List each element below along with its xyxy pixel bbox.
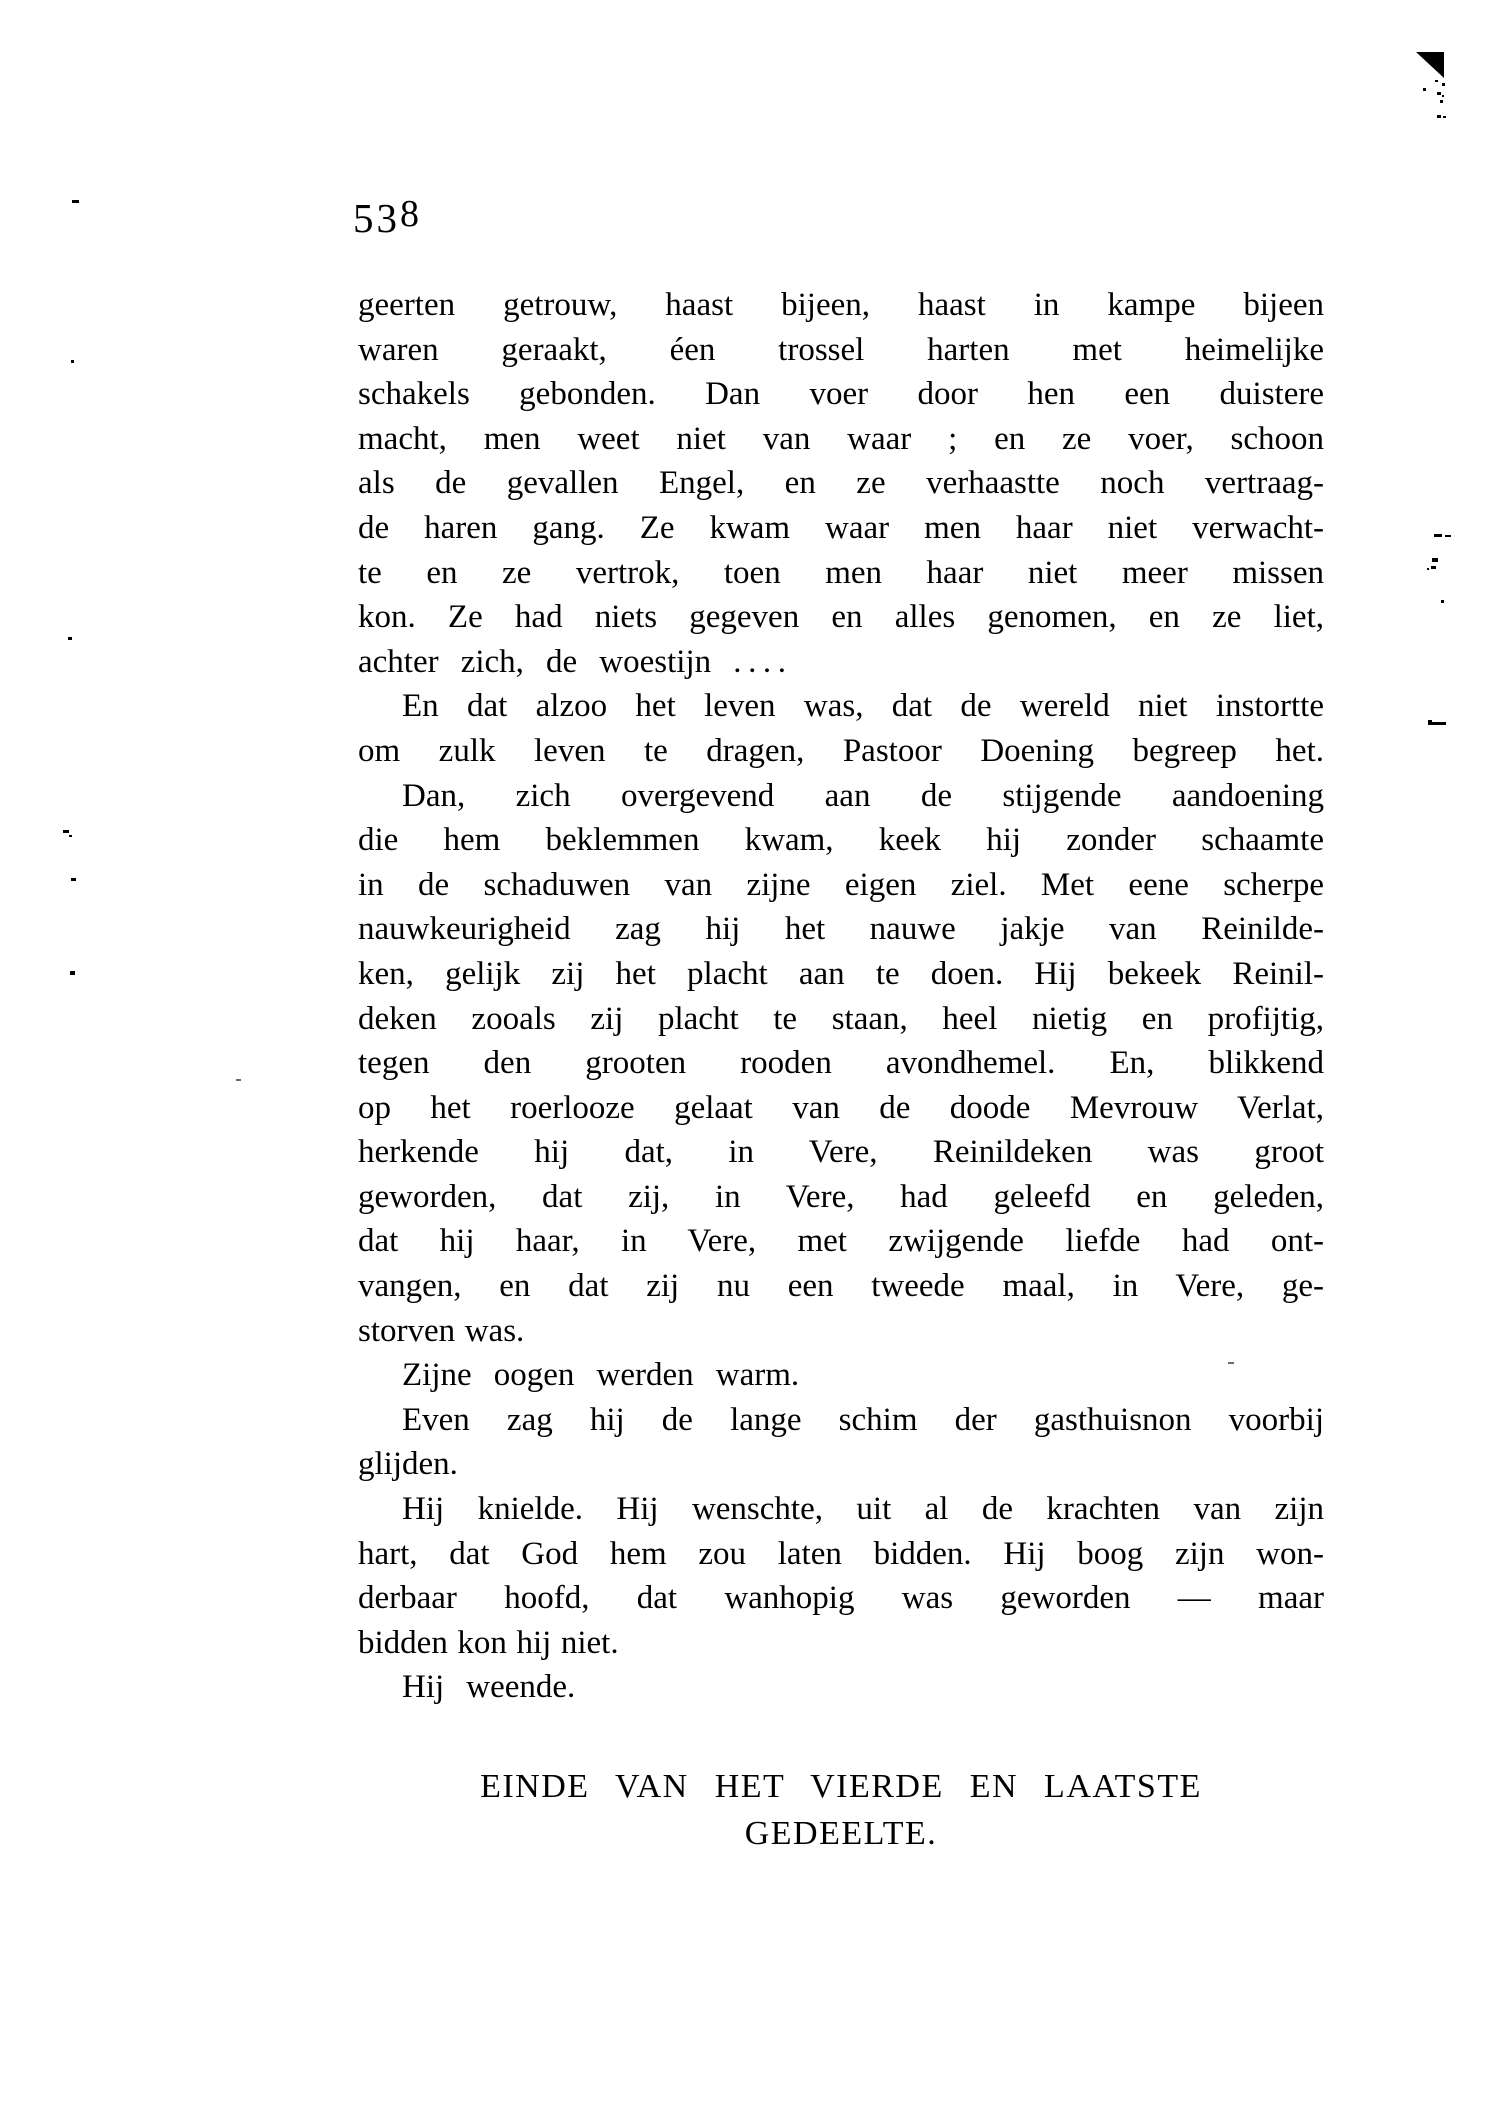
text-line: Zijne oogen werden warm. <box>402 1357 800 1394</box>
margin-speck <box>70 971 75 975</box>
text-line: macht, men weet niet van waar ; en ze voer, schoon <box>358 420 1324 457</box>
ink-speck <box>1437 92 1441 95</box>
margin-speck <box>63 830 69 833</box>
ink-speck <box>1442 83 1445 86</box>
margin-speck <box>71 878 76 881</box>
margin-speck <box>68 637 72 640</box>
margin-speck <box>1228 1362 1234 1364</box>
margin-speck <box>1432 558 1438 562</box>
text-line: vangen, en dat zij nu een tweede maal, in Vere, ge- <box>358 1268 1324 1305</box>
margin-speck <box>1445 535 1451 537</box>
page-number-raised-digit: 8 <box>400 193 422 235</box>
text-line: als de gevallen Engel, en ze verhaastte noch vertraag- <box>358 465 1324 502</box>
ink-speck <box>1443 116 1446 118</box>
text-line: Hij weende. <box>402 1669 576 1706</box>
text-line: om zulk leven te dragen, Pastoor Doening begreep het. <box>358 732 1324 769</box>
text-line: hart, dat God hem zou laten bidden. Hij boog zijn won- <box>358 1535 1324 1572</box>
margin-speck <box>1432 722 1446 725</box>
section-ending-heading <box>358 1763 1324 1857</box>
margin-speck <box>236 1079 241 1081</box>
text-line: herkende hij dat, in Vere, Reinildeken was groot <box>358 1134 1324 1171</box>
text-line: te en ze vertrok, toen men haar niet meer missen <box>358 554 1324 591</box>
text-line: Even zag hij de lange schim der gasthuisnon voorbij <box>402 1401 1324 1438</box>
text-line: derbaar hoofd, dat wanhopig was geworden — maar <box>358 1580 1324 1617</box>
text-line: waren geraakt, éen trossel harten met heimelijke <box>358 331 1324 368</box>
margin-speck <box>1441 600 1444 603</box>
text-line: Hij knielde. Hij wenschte, uit al de krachten van zijn <box>402 1491 1324 1528</box>
ink-blot <box>1416 52 1444 78</box>
body-text-column <box>358 283 1324 1710</box>
margin-speck <box>71 360 74 363</box>
text-line: bidden kon hij niet. <box>358 1624 619 1661</box>
text-line: geworden, dat zij, in Vere, had geleefd en geleden, <box>358 1178 1324 1215</box>
ink-speck <box>1423 88 1426 91</box>
text-line: Dan, zich overgevend aan de stijgende aandoening <box>402 777 1324 814</box>
margin-speck <box>1434 534 1442 537</box>
ink-speck <box>1437 115 1441 118</box>
text-line: in de schaduwen van zijne eigen ziel. Met eene scherpe <box>358 866 1324 903</box>
margin-speck <box>72 200 79 203</box>
text-line: nauwkeurigheid zag hij het nauwe jakje van Reinilde- <box>358 911 1324 948</box>
margin-speck <box>1427 568 1429 570</box>
ending-line-1: EINDE VAN HET VIERDE EN LAATSTE <box>480 1768 1202 1805</box>
ink-speck <box>1435 80 1438 82</box>
text-line: de haren gang. Ze kwam waar men haar niet verwacht- <box>358 509 1324 546</box>
text-line: die hem beklemmen kwam, keek hij zonder schaamte <box>358 822 1324 859</box>
text-line: storven was. <box>358 1312 525 1349</box>
text-line: En dat alzoo het leven was, dat de wereld niet instortte <box>402 688 1324 725</box>
text-line: glijden. <box>358 1446 458 1483</box>
page-number-main: 53 <box>353 195 400 241</box>
text-line: kon. Ze had niets gegeven en alles genomen, en ze liet, <box>358 599 1324 636</box>
text-line: schakels gebonden. Dan voer door hen een duistere <box>358 376 1324 413</box>
ending-line-2: GEDEELTE. <box>744 1815 938 1852</box>
ink-speck <box>1440 100 1443 103</box>
text-line: dat hij haar, in Vere, met zwijgende liefde had ont- <box>358 1223 1324 1260</box>
text-line: deken zooals zij placht te staan, heel nietig en profijtig, <box>358 1000 1324 1037</box>
text-line: achter zich, de woestijn . . . . <box>358 643 787 680</box>
text-line: op het roerlooze gelaat van de doode Mevrouw Verlat, <box>358 1089 1324 1126</box>
text-line: geerten getrouw, haast bijeen, haast in kampe bijeen <box>358 287 1324 323</box>
margin-speck <box>1431 566 1436 569</box>
text-line: tegen den grooten rooden avondhemel. En, blikkend <box>358 1045 1324 1082</box>
ink-speck <box>1442 95 1444 97</box>
text-line: ken, gelijk zij het placht aan te doen. Hij bekeek Reinil- <box>358 955 1324 992</box>
page-number <box>353 194 422 242</box>
margin-speck <box>69 835 72 837</box>
